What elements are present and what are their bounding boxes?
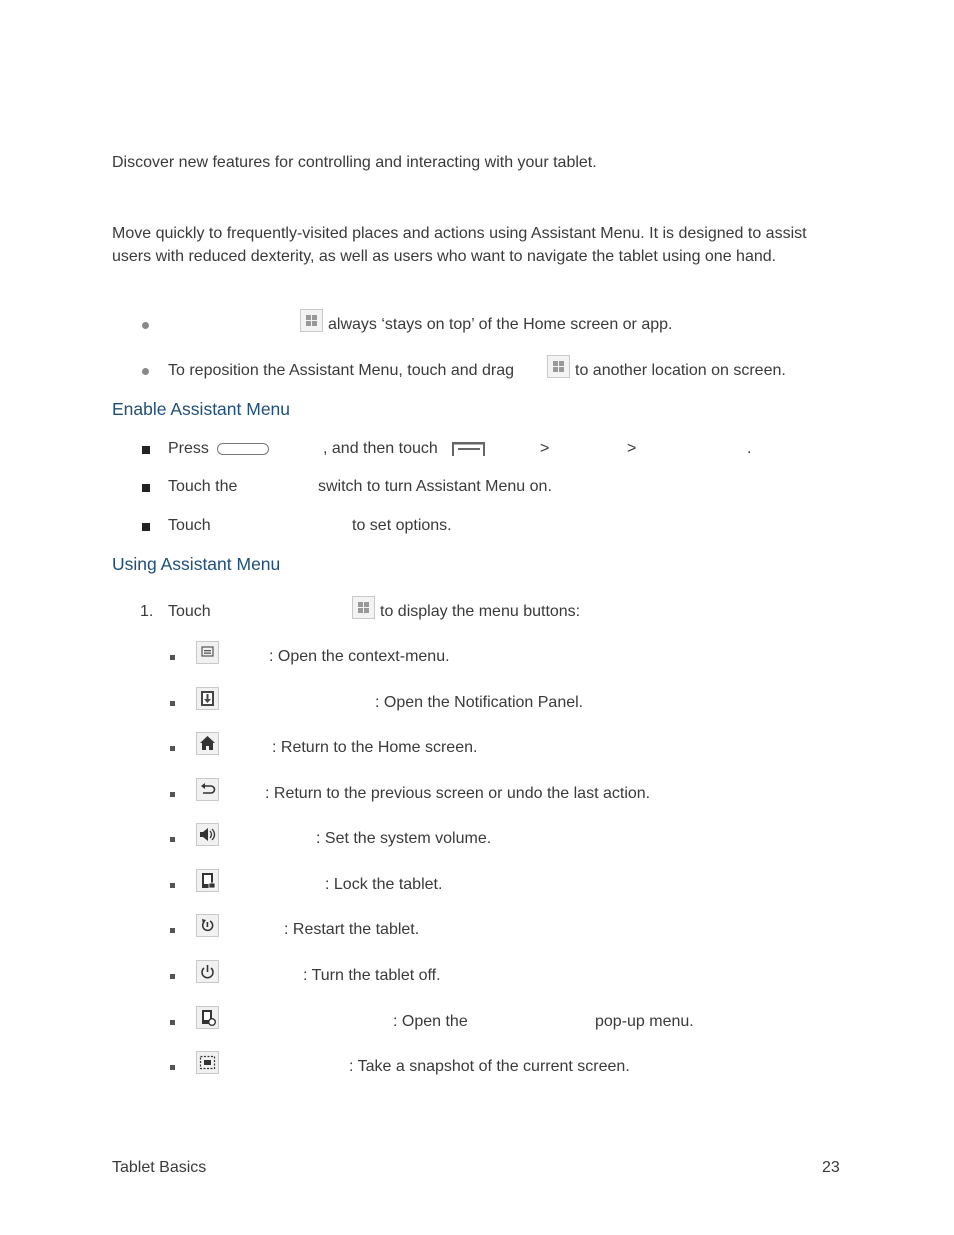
step3-rest: to set options. — [352, 517, 452, 534]
bullet — [142, 368, 149, 375]
menu-item-desc-2: pop-up menu. — [595, 1013, 694, 1030]
step2-rest: switch to turn Assistant Menu on. — [318, 478, 552, 495]
menu-key-icon — [451, 441, 487, 462]
device-options-icon — [196, 1006, 219, 1029]
assistant-menu-icon — [547, 355, 570, 378]
bullet — [170, 837, 175, 842]
power-icon — [196, 960, 219, 983]
menu-item-desc: : Restart the tablet. — [284, 921, 420, 938]
bullet — [142, 446, 150, 454]
back-icon — [196, 778, 219, 801]
step1-period: . — [747, 440, 752, 457]
menu-item-desc: : Open the — [393, 1013, 468, 1030]
step2-touch-the: Touch the — [168, 478, 238, 495]
bullet — [142, 484, 150, 492]
bullet — [170, 792, 175, 797]
home-key-icon — [217, 443, 269, 455]
home-icon — [196, 732, 219, 755]
menu-item-desc: : Turn the tablet off. — [303, 967, 441, 984]
using-step-touch: Touch — [168, 603, 211, 620]
using-step-rest: to display the menu buttons: — [380, 603, 581, 620]
intro-text: Discover new features for controlling and interacting with your tablet. — [112, 154, 597, 171]
step1-press: Press — [168, 440, 209, 457]
step1-gt-1: > — [540, 440, 550, 457]
menu-item-desc: : Open the Notification Panel. — [375, 694, 584, 711]
menu-item-desc: : Lock the tablet. — [325, 876, 443, 893]
lock-icon — [196, 869, 219, 892]
step1-and-then: , and then touch — [323, 440, 438, 457]
bullet — [170, 701, 175, 706]
enable-heading: Enable Assistant Menu — [112, 399, 291, 419]
bullet — [142, 523, 150, 531]
note-2-text-b: to another location on screen. — [575, 362, 786, 379]
step3-touch: Touch — [168, 517, 211, 534]
step1-gt-2: > — [627, 440, 637, 457]
menu-icon — [196, 641, 219, 664]
menu-item-desc: : Take a snapshot of the current screen. — [349, 1058, 630, 1075]
screenshot-icon — [196, 1051, 219, 1074]
using-heading: Using Assistant Menu — [112, 554, 281, 574]
note-1-text: always ‘stays on top’ of the Home screen or app. — [328, 316, 673, 333]
page-number: 23 — [822, 1159, 840, 1176]
using-step-number: 1. — [140, 603, 154, 620]
bullet — [170, 974, 175, 979]
bullet — [170, 928, 175, 933]
assistant-description: Move quickly to frequently-visited places and actions using Assistant Menu. It is designed to assist users with reduced dexterity, as well as users who want to navigate the tablet using one hand. — [112, 225, 807, 265]
notification-icon — [196, 687, 219, 710]
menu-item-desc: : Return to the Home screen. — [272, 739, 478, 756]
assistant-menu-icon — [300, 309, 323, 332]
bullet — [170, 655, 175, 660]
menu-item-desc: : Set the system volume. — [316, 830, 492, 847]
menu-item-desc: : Open the context-menu. — [269, 648, 450, 665]
bullet — [170, 883, 175, 888]
bullet — [170, 1020, 175, 1025]
bullet — [170, 746, 175, 751]
bullet — [170, 1065, 175, 1070]
volume-icon — [196, 823, 219, 846]
note-2-text-a: To reposition the Assistant Menu, touch and drag — [168, 362, 514, 379]
menu-item-desc: : Return to the previous screen or undo the last action. — [265, 785, 651, 802]
restart-icon — [196, 914, 219, 937]
bullet — [142, 322, 149, 329]
assistant-menu-icon — [352, 596, 375, 619]
footer-section: Tablet Basics — [112, 1159, 207, 1176]
